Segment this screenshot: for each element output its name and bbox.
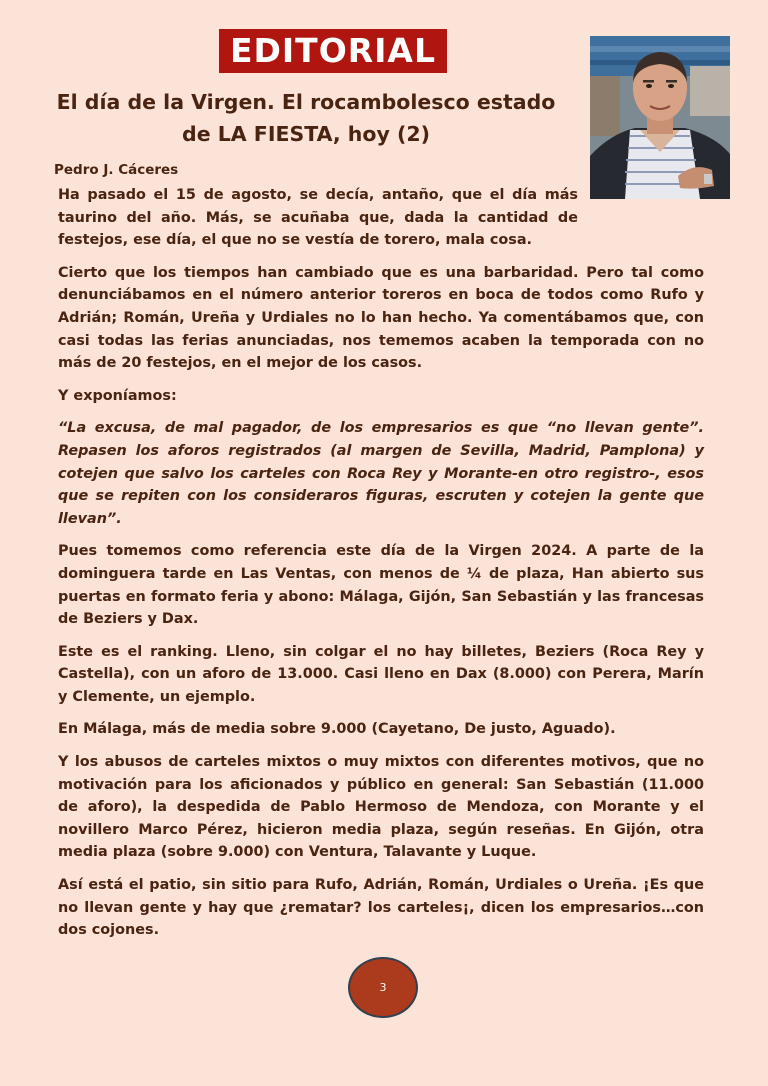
section-banner: EDITORIAL [219,29,447,73]
paragraph: Así está el patio, sin sitio para Rufo, Adrián, Román, Urdiales o Ureña. ¡Es que no llevan gente y hay que ¿rematar? los carteles¡, dicen los empresarios…con dos cojones. [58,877,704,939]
paragraph: En Málaga, más de media sobre 9.000 (Cayetano, De justo, Aguado). [58,721,616,738]
author-byline: Pedro J. Cáceres [54,162,179,178]
page-number: 3 [348,957,418,1018]
paragraph: Cierto que los tiempos han cambiado que es una barbaridad. Pero tal como denunciábamos en el número anterior toreros en boca de todos como Rufo y Adrián; Román, Ureña y Urdiales no lo han hecho. Ya comentábamos que, con casi todas las ferias anunciadas, nos tememos acaben la temporada con no más de 20 festejos, en el mejor de los casos. [58,264,704,372]
quote-paragraph: “La excusa, de mal pagador, de los empresarios es que “no llevan gente”. Repasen los aforos registrados (al margen de Sevilla, Madrid, Pamplona) y cotejen que salvo los carteles con Roca Rey y Morante-en otro registro-, esos que se repiten con los consideraros figuras, escruten y cotejen la gente que llevan”. [58,420,704,527]
paragraph: Y exponíamos: [58,387,177,404]
article-title: El día de la Virgen. El rocambolesco estado de LA FIESTA, hoy (2) [56,90,556,146]
paragraph: Pues tomemos como referencia este día de la Virgen 2024. A parte de la dominguera tarde en Las Ventas, con menos de ¼ de plaza, Han abierto sus puertas en formato feria y abono: Málaga, Gijón, San Sebastián y las francesas de Beziers y Dax. [58,543,704,628]
paragraph: Ha pasado el 15 de agosto, se decía, antaño, que el día más taurino del año. Más, se acuñaba que, dada la cantidad de festejos, ese día, el que no se vestía de torero, mala cosa. [58,187,578,249]
paragraph: Este es el ranking. Lleno, sin colgar el no hay billetes, Beziers (Roca Rey y Castella), con un aforo de 13.000. Casi lleno en Dax (8.000) con Perera, Marín y Clemente, un ejemplo. [58,643,704,705]
article-body [58,184,704,952]
paragraph: Y los abusos de carteles mixtos o muy mixtos con diferentes motivos, que no motivación para los aficionados y público en general: San Sebastián (11.000 de aforo), la despedida de Pablo Hermoso de Mendoza, con Morante y el novillero Marco Pérez, hicieron media plaza, según reseñas. En Gijón, otra media plaza (sobre 9.000) con Ventura, Talavante y Luque. [58,754,704,861]
author-photo [590,36,730,199]
